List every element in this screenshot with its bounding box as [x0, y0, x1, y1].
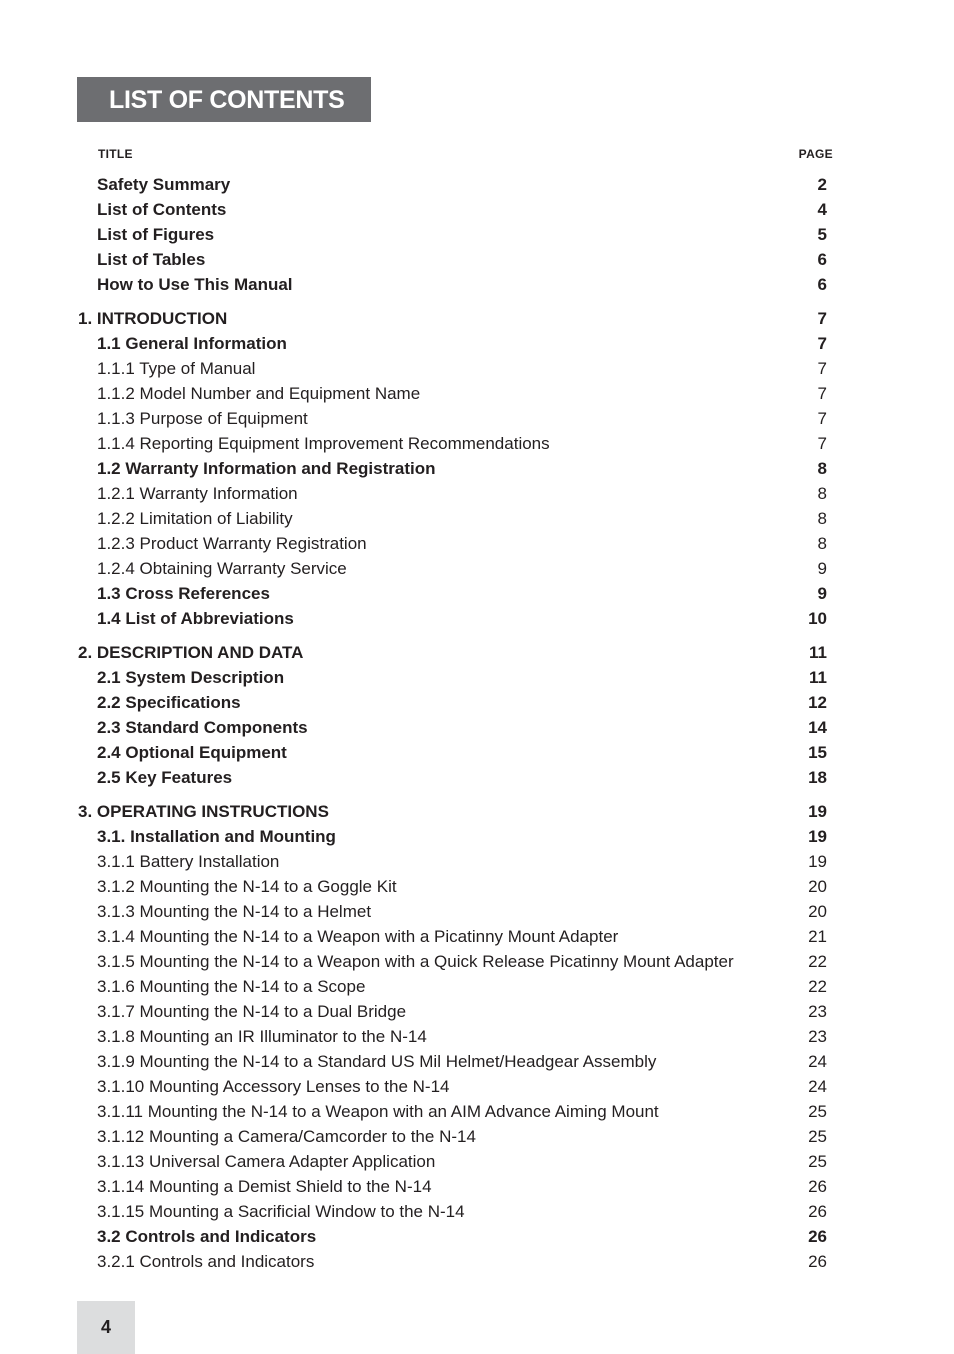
section-entry: [0, 824, 954, 849]
subsection-entry: [0, 506, 954, 531]
section-entry: [0, 740, 954, 765]
chapter-entry: [0, 799, 954, 824]
entry-page: 8: [817, 509, 827, 528]
entry-title: 2.2 Specifications: [97, 693, 241, 712]
entry-page: 7: [817, 384, 827, 403]
entry-title: List of Figures: [97, 225, 215, 244]
entry-page: 25: [808, 1127, 827, 1146]
entry-title: 3.1.6 Mounting the N-14 to a Scope: [97, 977, 366, 996]
subsection-entry: [0, 974, 954, 999]
entry-title: 1.3 Cross References: [97, 584, 270, 603]
entry-title: 1.2.2 Limitation of Liability: [97, 509, 293, 528]
entry-title: List of Contents: [97, 200, 227, 219]
entry-page: 5: [817, 225, 827, 244]
subsection-entry: [0, 431, 954, 456]
entry-page: 25: [808, 1152, 827, 1171]
entry-page: 7: [817, 334, 827, 353]
entry-title: 1.1.1 Type of Manual: [97, 359, 256, 378]
subsection-entry: [0, 1024, 954, 1049]
subsection-entry: [0, 1199, 954, 1224]
entry-title: 3.1.9 Mounting the N-14 to a Standard US Mil Helmet/Headgear Assembly: [97, 1052, 657, 1071]
entry-page: 6: [817, 275, 827, 294]
entry-page: 7: [817, 434, 827, 453]
chapter-entry: [0, 306, 954, 331]
subsection-entry: [0, 1124, 954, 1149]
subsection-entry: [0, 1074, 954, 1099]
subsection-entry: [0, 849, 954, 874]
entry-page: 22: [808, 977, 827, 996]
subsection-entry: [0, 999, 954, 1024]
entry-page: 9: [817, 584, 827, 603]
subsection-entry: [0, 949, 954, 974]
entry-title: List of Tables: [97, 250, 206, 269]
entry-title: 3.1.8 Mounting an IR Illuminator to the N-14: [97, 1027, 427, 1046]
entry-title: 1.2.3 Product Warranty Registration: [97, 534, 367, 553]
subsection-entry: [0, 874, 954, 899]
entry-title: 2.5 Key Features: [97, 768, 233, 787]
subsection-entry: [0, 556, 954, 581]
section-entry: [0, 172, 954, 197]
entry-page: 24: [808, 1052, 827, 1071]
entry-page: 19: [808, 802, 827, 821]
section-entry: [0, 272, 954, 297]
entry-page: 26: [808, 1177, 827, 1196]
entry-title: 3.1.7 Mounting the N-14 to a Dual Bridge: [97, 1002, 407, 1021]
entry-title: 2. DESCRIPTION AND DATA: [78, 643, 304, 662]
entry-title: 3.1.12 Mounting a Camera/Camcorder to the N-14: [97, 1127, 476, 1146]
entry-page: 10: [808, 609, 827, 628]
entry-title: 3.1.15 Mounting a Sacrificial Window to the N-14: [97, 1202, 465, 1221]
entry-page: 7: [817, 409, 827, 428]
entry-title: 1.2.4 Obtaining Warranty Service: [97, 559, 347, 578]
entry-title: Safety Summary: [97, 175, 231, 194]
entry-page: 26: [808, 1202, 827, 1221]
chapter-entry: [0, 640, 954, 665]
entry-page: 24: [808, 1077, 827, 1096]
entry-page: 7: [817, 359, 827, 378]
entry-page: 11: [809, 643, 827, 662]
entry-page: 26: [808, 1227, 827, 1246]
section-entry: [0, 456, 954, 481]
subsection-entry: [0, 1249, 954, 1274]
section-entry: [0, 606, 954, 631]
entry-page: 8: [817, 484, 827, 503]
entry-title: 3.1.11 Mounting the N-14 to a Weapon with an AIM Advance Aiming Mount: [97, 1102, 659, 1121]
section-entry: [0, 690, 954, 715]
entry-title: 2.3 Standard Components: [97, 718, 308, 737]
entry-title: 3.1.13 Universal Camera Adapter Application: [97, 1152, 436, 1171]
entry-page: 7: [817, 309, 827, 328]
entry-page: 6: [817, 250, 827, 269]
subsection-entry: [0, 1174, 954, 1199]
entry-title: 3.1.10 Mounting Accessory Lenses to the N-14: [97, 1077, 450, 1096]
entry-title: 1.1.3 Purpose of Equipment: [97, 409, 308, 428]
page-title: LIST OF CONTENTS: [77, 77, 371, 122]
subsection-entry: [0, 899, 954, 924]
section-entry: [0, 247, 954, 272]
entry-title: 3.1. Installation and Mounting: [97, 827, 336, 846]
entry-title: 1.4 List of Abbreviations: [97, 609, 294, 628]
subsection-entry: [0, 1049, 954, 1074]
entry-page: 23: [808, 1027, 827, 1046]
entry-page: 2: [817, 175, 827, 194]
page-number: 4: [77, 1301, 135, 1354]
subsection-entry: [0, 406, 954, 431]
title-column-label: TITLE: [98, 147, 133, 161]
section-entry: [0, 331, 954, 356]
entry-title: 3.2 Controls and Indicators: [97, 1227, 317, 1246]
entry-title: 1.1.4 Reporting Equipment Improvement Recommendations: [97, 434, 550, 453]
entry-page: 4: [817, 200, 827, 219]
entry-title: 3.2.1 Controls and Indicators: [97, 1252, 315, 1271]
subsection-entry: [0, 1099, 954, 1124]
entry-title: 2.4 Optional Equipment: [97, 743, 287, 762]
entry-title: 3.1.5 Mounting the N-14 to a Weapon with a Quick Release Picatinny Mount Adapter: [97, 952, 734, 971]
entry-title: 3.1.1 Battery Installation: [97, 852, 280, 871]
entry-title: 3.1.4 Mounting the N-14 to a Weapon with a Picatinny Mount Adapter: [97, 927, 619, 946]
entry-title: 3.1.2 Mounting the N-14 to a Goggle Kit: [97, 877, 397, 896]
entry-page: 11: [809, 668, 827, 687]
entry-title: 3.1.3 Mounting the N-14 to a Helmet: [97, 902, 372, 921]
entry-page: 15: [808, 743, 827, 762]
subsection-entry: [0, 1149, 954, 1174]
entry-title: 1.1.2 Model Number and Equipment Name: [97, 384, 421, 403]
section-entry: [0, 665, 954, 690]
subsection-entry: [0, 381, 954, 406]
entry-page: 20: [808, 877, 827, 896]
section-entry: [0, 765, 954, 790]
subsection-entry: [0, 356, 954, 381]
section-entry: [0, 222, 954, 247]
entry-page: 12: [808, 693, 827, 712]
entry-page: 9: [817, 559, 827, 578]
entry-title: 1. INTRODUCTION: [78, 309, 228, 328]
section-entry: [0, 715, 954, 740]
entry-page: 20: [808, 902, 827, 921]
entry-page: 14: [808, 718, 827, 737]
section-entry: [0, 581, 954, 606]
subsection-entry: [0, 531, 954, 556]
section-entry: [0, 1224, 954, 1249]
entry-title: 3. OPERATING INSTRUCTIONS: [78, 802, 329, 821]
subsection-entry: [0, 481, 954, 506]
entry-page: 18: [808, 768, 827, 787]
entry-page: 21: [808, 927, 827, 946]
entry-title: 1.2.1 Warranty Information: [97, 484, 298, 503]
section-entry: [0, 197, 954, 222]
entry-page: 19: [808, 852, 827, 871]
entry-page: 23: [808, 1002, 827, 1021]
entry-title: 3.1.14 Mounting a Demist Shield to the N-14: [97, 1177, 432, 1196]
entry-title: 1.1 General Information: [97, 334, 287, 353]
subsection-entry: [0, 924, 954, 949]
entry-page: 8: [817, 534, 827, 553]
entry-page: 25: [808, 1102, 827, 1121]
entry-title: 2.1 System Description: [97, 668, 285, 687]
page-column-label: PAGE: [798, 147, 833, 161]
entry-page: 8: [817, 459, 827, 478]
entry-page: 19: [808, 827, 827, 846]
entry-page: 22: [808, 952, 827, 971]
entry-page: 26: [808, 1252, 827, 1271]
entry-title: 1.2 Warranty Information and Registration: [97, 459, 436, 478]
entry-title: How to Use This Manual: [97, 275, 293, 294]
